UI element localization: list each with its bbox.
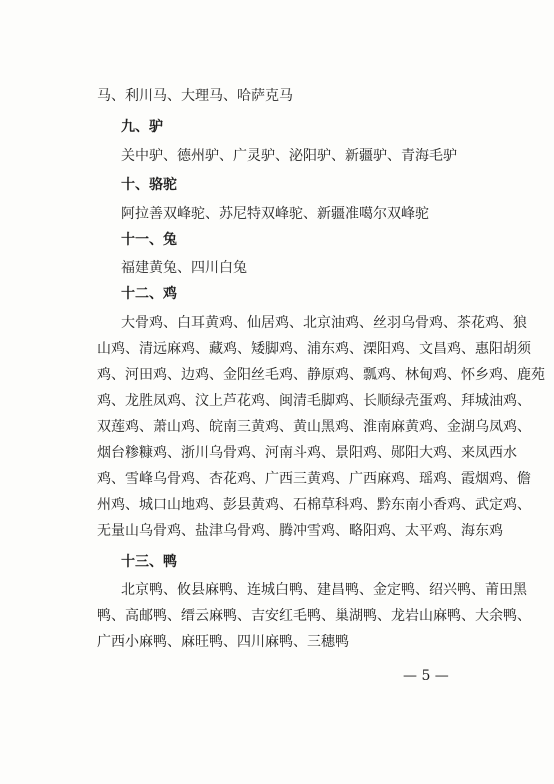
chicken-breeds-line: 无量山乌骨鸡、盐津乌骨鸡、腾冲雪鸡、略阳鸡、太平鸡、海东鸡 [97, 523, 503, 539]
duck-breeds-line: 北京鸭、攸县麻鸭、连城白鸭、建昌鸭、金定鸭、绍兴鸭、莆田黑 [121, 582, 527, 598]
chicken-breeds-line: 鸡、龙胜凤鸡、汶上芦花鸡、闽清毛脚鸡、长顺绿壳蛋鸡、拜城油鸡、 [97, 393, 531, 409]
duck-breeds-line: 鸭、高邮鸭、缙云麻鸭、吉安红毛鸭、巢湖鸭、龙岩山麻鸭、大余鸭、 [97, 608, 531, 624]
chicken-breeds-line: 烟台糁糠鸡、浙川乌骨鸡、河南斗鸡、景阳鸡、郧阳大鸡、来凤西水 [97, 445, 517, 461]
section-heading-duck: 十三、鸭 [121, 554, 177, 570]
duck-breeds-line: 广西小麻鸭、麻旺鸭、四川麻鸭、三穗鸭 [97, 634, 349, 650]
section-heading-donkey: 九、驴 [121, 119, 163, 135]
chicken-breeds-line: 州鸡、城口山地鸡、彭县黄鸡、石棉草科鸡、黔东南小香鸡、武定鸡、 [97, 497, 531, 513]
chicken-breeds-line: 鸡、雪峰乌骨鸡、杏花鸡、广西三黄鸡、广西麻鸡、瑶鸡、霞烟鸡、儋 [97, 471, 531, 487]
chicken-breeds-line: 双莲鸡、萧山鸡、皖南三黄鸡、黄山黑鸡、淮南麻黄鸡、金湖乌凤鸡、 [97, 419, 531, 435]
page-number: — 5 — [403, 668, 449, 684]
rabbit-breeds: 福建黄兔、四川白兔 [121, 260, 247, 276]
section-heading-chicken: 十二、鸡 [121, 286, 177, 302]
donkey-breeds: 关中驴、德州驴、广灵驴、泌阳驴、新疆驴、青海毛驴 [121, 148, 457, 164]
section-heading-camel: 十、骆驼 [121, 177, 177, 193]
chicken-breeds-line: 山鸡、清远麻鸡、藏鸡、矮脚鸡、浦东鸡、溧阳鸡、文昌鸡、惠阳胡须 [97, 341, 531, 357]
camel-breeds: 阿拉善双峰驼、苏尼特双峰驼、新疆准噶尔双峰驼 [121, 206, 429, 222]
chicken-breeds-line: 鸡、河田鸡、边鸡、金阳丝毛鸡、静原鸡、瓢鸡、林甸鸡、怀乡鸡、鹿苑 [97, 367, 545, 383]
section-heading-rabbit: 十一、兔 [121, 232, 177, 248]
chicken-breeds-line: 大骨鸡、白耳黄鸡、仙居鸡、北京油鸡、丝羽乌骨鸡、茶花鸡、狼 [121, 315, 527, 331]
intro-line: 马、利川马、大理马、哈萨克马 [97, 88, 293, 104]
